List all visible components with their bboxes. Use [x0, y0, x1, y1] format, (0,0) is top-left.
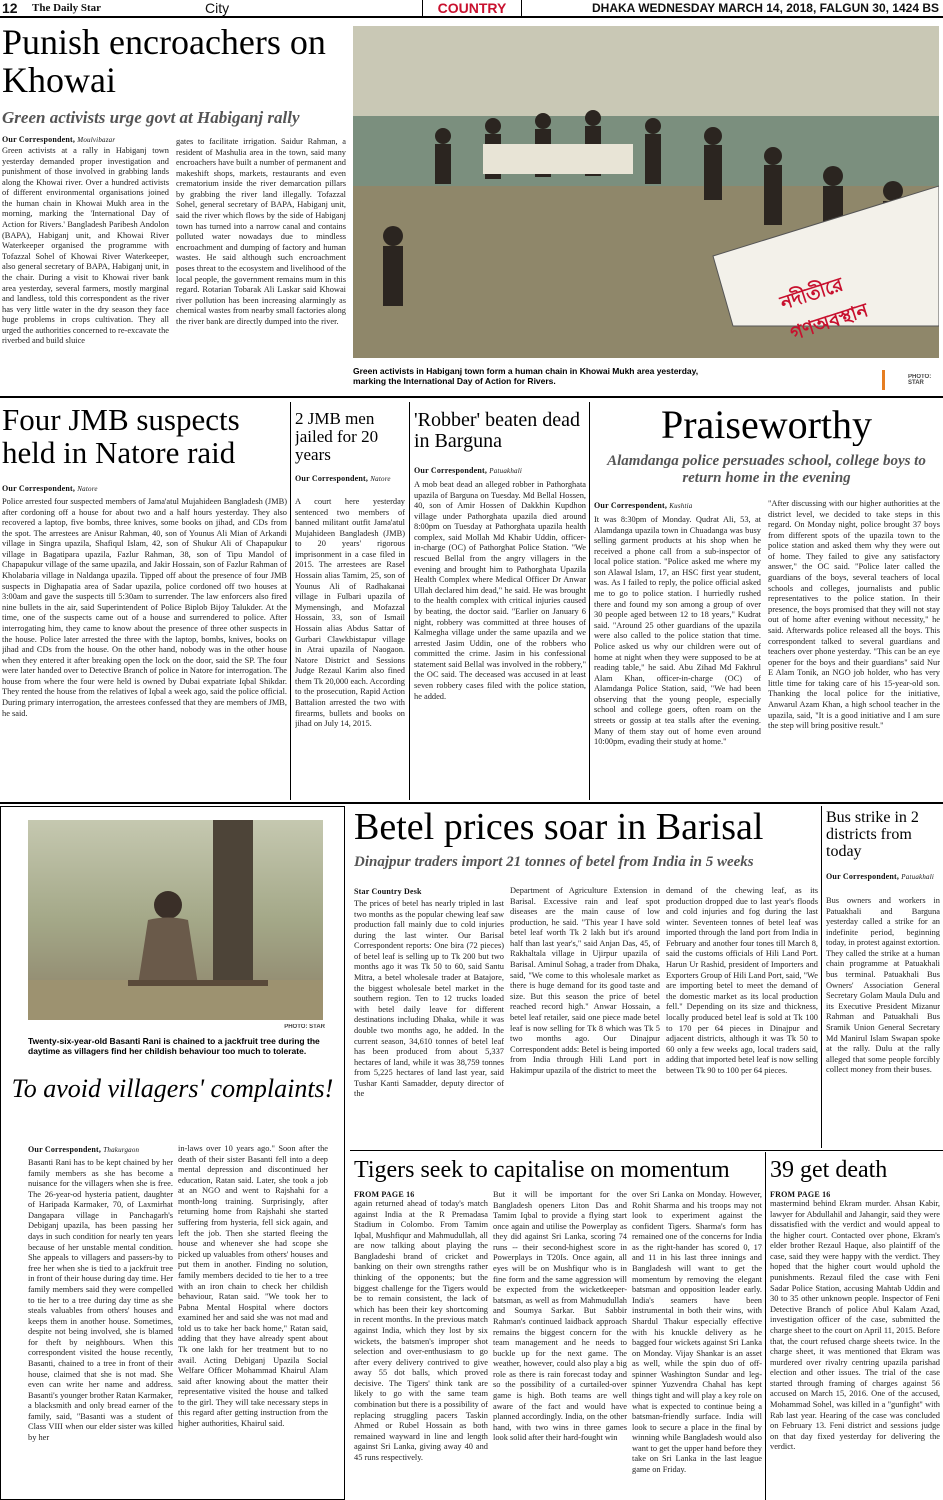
a5-col2: "After discussing with our higher authorities at the district level, we decided to take steps in this regard. On Monday night, police brought 37 boys from different spots of the upazila town to the police station and asked them why they were out of home. They failed to give any satisfactory answer," the OC said. "Police later called the guardians of the boys, several teachers of local schools and colleges, journalists and public representatives to the police station. In their presence, the boys promised that they will not stay out of home after evening without necessity," he said. Afterwards police released all the boys. This correspondent talked to several guardians and teachers over phone yesterday. "This can be an eye opener for the boys and their guardians" said Nur E Alam Tonik, an NGO job holder, who has very little time for taking care of his 15-year-old son. Thanking the local police for the initiative, Anwarul Azam Khan, a high school teacher in the upazila, said, "It is a good initiative and I am sure the step will bring positive result.": [768, 499, 940, 731]
a9-from: FROM PAGE 16: [354, 1190, 415, 1199]
a7-col1: The prices of betel has nearly tripled in last two months as the popular chewing leaf saw production fall mainly due to cold injuries during the last winter. Our Barisal Correspondent reports: One bira (72 pieces) of betel leaf is selling up to Tk 200 but two months ago it was Tk 50 to 60, said Santu Mitra, a betel wholesale trader at Batajore, the biggest wholesale betel market in the southern region. Ten to 12 trucks loaded with betel daily leave for different destinations including Dhaka, while it was double two months ago, he added. In the current season, 34,610 tonnes of betel leaf has been produced from about 5,337 hectares of land, while it was 38,759 tonnes from 5,225 hectares of land last year, said Tushar Kanti Samadder, deputy director of the: [354, 899, 504, 1099]
a9-col1: again returned ahead of today's match against India at the R Premadasa Stadium in Colombo. From Tamim Iqbal, Mushfiqur and Mahmudullah, all are now talking about playing the Bangladeshi brand of cricket and banking on their own strengths rather thinking of the opponents; but the biggest challenge for the Tigers would be to remain consistent, the lack of which has been their key shortcoming in recent months. In the previous match against India, which they lost by six wickets, the batsmen's improper shot selection and over-enthusiasm to go after every delivery contrived to give away 55 dot balls, which proved decisive. The Tigers' think tank are likely to go with the same team combination but there is a possibility of replacing struggling pacers Taskin Ahmed or Rubel Hossain as both remained wayward in line and length against Sri Lanka, giving away 40 and 45 runs respectively.: [354, 1199, 488, 1462]
a5-byline: Our Correspondent, Kushtia: [594, 501, 693, 510]
dateline: DHAKA WEDNESDAY MARCH 14, 2018, FALGUN 30, 1424 BS: [592, 1, 939, 15]
a1-photo: [353, 26, 939, 358]
a2-body: Police arrested four suspected members of Jama'atul Mujahideen Bangladesh (JMB) after cordoning off a house for about two and a half hours yesterday. They also recovered a laptop, five bombs, three knives, some books on jihad, and CDs from the spot. The arrestees are Anisur Rahman, 40, son of Younus Ali Mian of Arkandi village in Singra upazila, Shafiqul Islam, 42, son of Shukur Ali of Chapapukur village in Bagatipara upazila, Fazlur Rahman, 38, son of Tipu Mandol of Chapapukur village of the same upazila, and Jakir Hossain, son of Fazlur Rahman of Kholabaria village in Naldanga upazila. Tipped off about the presence of four JMB suspects in Dighapatia area of Sadar upazila, police cordoned off two houses at 3:00am and gave the suspects till 5:30am to surrender. The law enforcers also fired nine bullets in the air, said Superintendent of Police Biplob Bijoy Talukder. At the time, one of the suspects came out of a house and surrendered to police. After interrogating him, they came to know about the presence of three other suspects in the house. Police later arrested the three with the laptop, bombs, knives, books on jihad and CDs from the house. On the other hand, nobody was in the other house when they entered it after breaking open the lock on the door, said the SP. The four were later handed over to Detective Branch of police in Natore for interrogation. The house from where the four were held is owned by Dubai expatriate Iqbal Shikdar. They rented the house from the relatives of Iqbal a week ago, said the police official. During primary interrogation, the arrestees confessed that they are members of JMB, he said.: [2, 497, 287, 718]
a1-byline: Our Correspondent, Moulvibazar: [2, 135, 116, 144]
section-country: COUNTRY: [422, 0, 522, 17]
a9-col2: But it will be important for the Bangladesh openers Liton Das and Tamim Iqbal to provide a flying start once again and utilise the Powerplay as they did against Sri Lanka, scoring 74 runs -- their second-highest score in Powerplays in T20Is. Once again, all eyes will be on Mushfiqur who is in fine form and the same aggression will be expected from the wicketkeeper-batsman, as well as from Mahmudullah and Soumya Sarkar. But Sabbir Rahman's continued laidback approach remains the biggest concern for the team management and he needs to buckle up for the next game. The weather, however, could also play a big role as there is rain forecast today and so the possibility of a curtailed-over game is high. Both teams are well aware of the fact and would have planned accordingly. India, on the other hand, with two wins in three games look solid after their hard-fought win: [493, 1190, 627, 1443]
a4-body: A mob beat dead an alleged robber in Pathorghata upazila of Barguna on Tuesday. Md Bellal Hossen, 40, son of Amir Hossen of Dakkhin Kupdhon village under Pathorghata upazila died around 8:00pm on Tuesday at Pathorghata upazila health complex, said Mollah Md Khabir Uddin, officer-in-charge (OC) of Pathorghat Police Station. "We rescued Bellal from the angry villagers in the evening and brought him to Pathorghata Upazila Health Complex where Medical Officer Dr Anwar Ullah declared him dead," he said. He was brought to the health complex with critical injuries caused by beating, the doctor said. "Earlier on January 6 night, robbery was committed at three houses of Kalmegha village under the same upazila and we arrested Jasim Uddin, one of the robbers who committed the crime. Jasim in his confessional statement said Bellal was involved in the robbery," the OC said. The deceased was accused in at least seven robbery cases filed with the police station, he added.: [414, 480, 586, 701]
a8-headline: Bus strike in 2 districts from today: [826, 810, 919, 860]
a1-place: Moulvibazar: [77, 136, 116, 144]
a1-subhead: Green activists urge govt at Habiganj rally: [2, 108, 300, 127]
caption-marker: [882, 370, 885, 390]
a1-headline: Punish encroachers on Khowai: [2, 24, 326, 100]
a4-byline: Our Correspondent, Patuakhali: [414, 466, 523, 475]
a3-byline: Our Correspondent, Natore: [295, 474, 391, 483]
a1-photo-credit: PHOTO: STAR: [908, 374, 932, 386]
a6-photo-credit: PHOTO: STAR: [284, 1024, 325, 1030]
a6-col1: Basanti Rani has to be kept chained by her family members as she has become a nuisance for the villagers when she is free. The 26-year-od hysteria patient, daughter of Haripada Karmaker, 70, of Laxmirhat Dangapara village in Panchagarh's Debiganj upazila, has been passing her days in such condition for nearly ten years because of her unstable mental condition. She appeals to villagers and passers-by to free her when she is tied to a jackfruit tree in front of their house during day time. Her family members said they were compelled to tie her to a tree during day time as she steals valuables from others' houses and keeps them in another house. Sometimes, despite not being involved, she is blamed for theft by neighbours. When this correspondent visited the house recently, Basanti, chained to a tree in front of their house, claimed that she is not mad. She even can write her name and address. Basanti's younger brother Ratan Karmaker, a blacksmith and only bread earner of the family, said, "Basanti was a student of Class VIII when our elder sister was killed by her: [28, 1158, 173, 1443]
a5-col1: It was 8:30pm of Monday. Qudrat Ali, 53, at Alamdanga upazila town in Chuadanga was busy selling garment products at his shop when he received a phone call from a sub-inspector of local police station. "Police asked me where my son Alawal Islam, 17, an HSC first year student, was. As I failed to reply, the police official asked me to go to police station. I hurriedly rushed there and found my son among a group of over 30 people aged between 12 to 18 years," Kudrat said. "Around 25 other guardians of the upazila were also called to the police station that time. Police asked us why our children were out of home at night when they were supposed to be at reading table," he said. Abu Zihad Md Fakhrul Alam Khan, officer-in-charge (OC) of Alamdanga Police Station, said, "We had been observing that the young people, especially school and college goers, often roam on the streets or gossip at tea stalls after the evening. Many of them stay out of home even around 10:00pm, evading their study at home.": [594, 515, 761, 747]
a4-headline: 'Robber' beaten dead in Barguna: [414, 410, 581, 452]
a6-byline: Our Correspondent, Thakurgaon: [28, 1145, 140, 1154]
a7-subhead: Dinajpur traders import 21 tonnes of betel from India in 5 weeks: [354, 854, 754, 870]
page-number: 12: [2, 0, 18, 16]
a10-headline: 39 get death: [770, 1158, 888, 1183]
masthead: [0, 0, 943, 18]
section-label: City: [205, 0, 230, 16]
a10-body: mastermind behind Ekram murder. Ahsan Kabir, lawyer for Abdullahil and Jahangir, said they were dissatisfied with the verdict and would appeal to the higher court. Contacted over phone, Ekram's elder brother Rezaul Haque, also plaintiff of the case, said they were happy with the verdict. They hoped that the higher court would uphold the punishments. Rezaul filed the case with Feni Sadar Police Station, accusing Mahtab Uddin and 30 to 35 other unknown people. Inspector of Feni Detective Branch of police Abul Kalam Azad, investigation officer of the case, submitted the charge sheet to the court on April 11, 2015. Before that, the court refused charge sheets twice. In the charge sheet, it was mentioned that Ekram was murdered over rivalry centring upazila parishad election and other issues. The trial of the case started through framing of charges against 56 accused on March 15, 2016. One of the accused, Mohammad Sohel, was killed in a "gunfight" with Rab last year. Hearing of the case was concluded on February 13. Feni district and sessions judge on that day fixed yesterday for delivering the verdict.: [770, 1199, 940, 1452]
a1-caption: Green activists in Habiganj town form a human chain in Khowai Mukh area yesterday, marking the International Day of Action for Rivers.: [353, 366, 699, 387]
a10-from: FROM PAGE 16: [770, 1190, 831, 1199]
a3-body: A court here yesterday sentenced two members of banned militant outfit Jama'atul Mujahideen Bangladesh (JMB) to 20 years' rigorous imprisonment in a case filed in 2015. The arrestees are Rasel Hossain alias Tamim, 25, son of Younus Ali of Radhakanai village in Fulbari upazila of Mymensingh, and Mofazzal Hossain, 33, son of Ismail Hossain alias Abdus Sattar of Gurbari Clawkbistapur village in Atrai upazila of Naogaon. Natore District and Sessions Judge Rezaul Karim also fined them Tk 20,000 each. According to the prosecution, Rapid Action Battalion arrested the two with firearms, bullets and books on jihad on July 14, 2015.: [295, 497, 405, 729]
a8-body: Bus owners and workers in Patuakhali and Barguna yesterday called a strike for an indefinite period, beginning today, in protest against extortion. They called the strike at a human chain programme at Patuakhali bus terminal. Patuakhali Bus Owners' Association General Secretary Golam Maula Dulu and its Executive President Mizanur Rahman and Patuakhali Bus Sramik Union General Secretary Md Manirul Islam Swapan spoke at the rally. Dulu at the rally alleged that some people forcibly collect money from their buses.: [826, 896, 940, 1075]
a7-col3: demand of the chewing leaf, as its production dropped due to last year's floods and cold injuries and fog during the last winter. Seventeen tonnes of betel leaf was imported through the land port from India in February and another four tones till March 8, said the customs officials of Hili Land Port. Harun Ur Rashid, president of Importers and Exporters Group of Hili Land Port, said, "We are importing betel to meet the demand of the domestic market as its local production fell." Depending on its size and thickness, locally produced betel leaf is sold at Tk 100 to 170 per 64 pieces in Dinajpur and adjacent districts, although it was Tk 50 to 60 only a few weeks ago, local traders said, adding that imported betel leaf is now selling between Tk 90 to 100 per 64 pieces.: [666, 886, 818, 1075]
a1-col1: Green activists at a rally in Habiganj town yesterday demanded proper investigation and punishment of those involved in grabbing lands along the Khowai river. Over a hundred activists of different environmental organisations joined the human chain in Khowai Mukh area in the morning, marking the 'International Day of Action for Rivers.' Bangladesh Paribesh Andolon (BAPA), Habiganj unit, and Khowai River Waterkeeper organised the programme with Tofazzal Sohel of Khowai River Waterkeeper, also general secretary of BAPA, Habiganj unit, in the chair. During a visit to Khowai river bank area yesterday, several farmers, mostly marginal and landless, told this correspondent as the river has very little water in the dry season they face huge problems in crops cultivation. They all urged the authorities concerned to re-excavate the riverbed and build sluice: [2, 146, 169, 346]
a7-col2: Department of Agriculture Extension in Barisal. Excessive rain and leaf spot diseases are the main cause of low production, he said. "This year I have sold betel leaf worth Tk 2 lakh but it's around half than last year's," said Anjan Das, 45, of Rakhaltala village in Ujirpur upazila of Barisal. Aminul Sohag, a trader from Dhaka, said, "We come to this wholesale market as there is huge demand for its good taste and size. But this season the price of betel reached record high." Anwar Hossain, a betel leaf retailer, said one piece made betel leaf is now selling for Tk 8 which was Tk 5 two months ago. Our Dinajpur Correspondent adds: Betel is being imported from India through Hili Land port in Hakimpur upazila of the district to meet the: [510, 886, 660, 1075]
chained-woman-photo: [28, 820, 323, 1020]
a9-headline: Tigers seek to capitalise on momentum: [354, 1158, 730, 1183]
a5-headline: Praiseworthy: [660, 404, 873, 446]
a1-col2: gates to facilitate irrigation. Saidur Rahman, a resident of Mashulia area in the town, said many encroachers have built a number of permanent and makeshift shops, markets, restaurants and even crematorium inside the river demarcation pillars by grabbing the river land illegally. Tofazzal Sohel, general secretary of BAPA, Habiganj unit, said the river which flows by the side of Habiganj town has turned into a narrow canal and contains polluted water nowadays due to mindless encroachment and dumping of factory and human wastes. He said although such encroachment poses threat to the ecosystem and livelihood of the local people, the government remains mum in this regard. Rotarian Tobarak Ali Laskar said Khowai river pollution has been increasing alarmingly as chemical wastes from nearby small factories along the river bank are directly dumped into the river.: [176, 137, 346, 326]
a9-col3: over Sri Lanka on Monday. However, Rohit Sharma and his troops may not look to experiment against the confident Tigers. Sharma's form has remained one of the concerns for India as the right-hander has scored 0, 17 and 11 in his last three innings and Bangladesh will want to get the momentum by removing the elegant batsman and opposition leader early. India's seamers have been instrumental in both their wins, with Shardul Thakur especially effective with his knuckle delivery as he bagged four wickets against Sri Lanka on Monday. Vijay Shankar is an asset as well, while the spin duo of off-spinner Washington Sundar and leg-spinner Yuzvendra Chahal has kept things tight and will play a key role on what is expected to continue being a batsman-friendly surface. India will look to secure a place in the final by winning while Bangladesh would also want to get the upper hand before they take on Sri Lanka in the last league game on Friday.: [632, 1190, 762, 1475]
a3-headline: 2 JMB men jailed for 20 years: [295, 410, 379, 464]
a2-headline: Four JMB suspects held in Natore raid: [2, 404, 240, 470]
a8-byline: Our Correspondent, Patuakhali: [826, 872, 935, 881]
paper-logo: The Daily Star: [32, 2, 102, 14]
a6-headline: To avoid villagers' complaints!: [11, 1075, 334, 1103]
a2-byline: Our Correspondent, Natore: [2, 484, 98, 493]
a7-byline: Star Country Desk: [354, 887, 422, 896]
a6-col2: in-laws over 10 years ago." Soon after the death of their sister Basanti fell into a deep mental depression and discontinued her education, Ratan said. Later, she took a job at an NGO and went to Rajshahi for a month-long training. Surprisingly, after returning home from Rajshahi she started suffering from hysteria, fell sick again, and left the job. Then she started fleeing the house and whenever she had scope she picked up valuables from others' houses and put them in another. Finding no solution, family members decided to tie her to a tree with an iron chain to check her childish behaviour, Ratan said. "We took her to Pabna Mental Hospital where doctors examined her and said she was not mad and told us to take her back home," Ratan said, adding that they have already spent about Tk one lakh for her treatment but to no avail. Acting Debiganj Upazila Social Welfare Officer Mohammad Khairul Alam said after knowing about the matter their representative visited the house and talked to the girl. They will take necessary steps in this regard after getting instruction from the higher authorities, Khairul said.: [178, 1144, 328, 1429]
a1-banner-text: নদীতীরে গণঅবস্থান: [777, 273, 871, 345]
a7-headline: Betel prices soar in Barisal: [354, 808, 764, 848]
a6-photo: [28, 820, 323, 1020]
a5-subhead: Alamdanga police persuades school, college boys to return home in the evening: [607, 453, 926, 486]
a6-caption: Twenty-six-year-old Basanti Rani is chained to a jackfruit tree during the daytime as villagers find her childish behaviour too much to tolerate.: [28, 1036, 320, 1057]
